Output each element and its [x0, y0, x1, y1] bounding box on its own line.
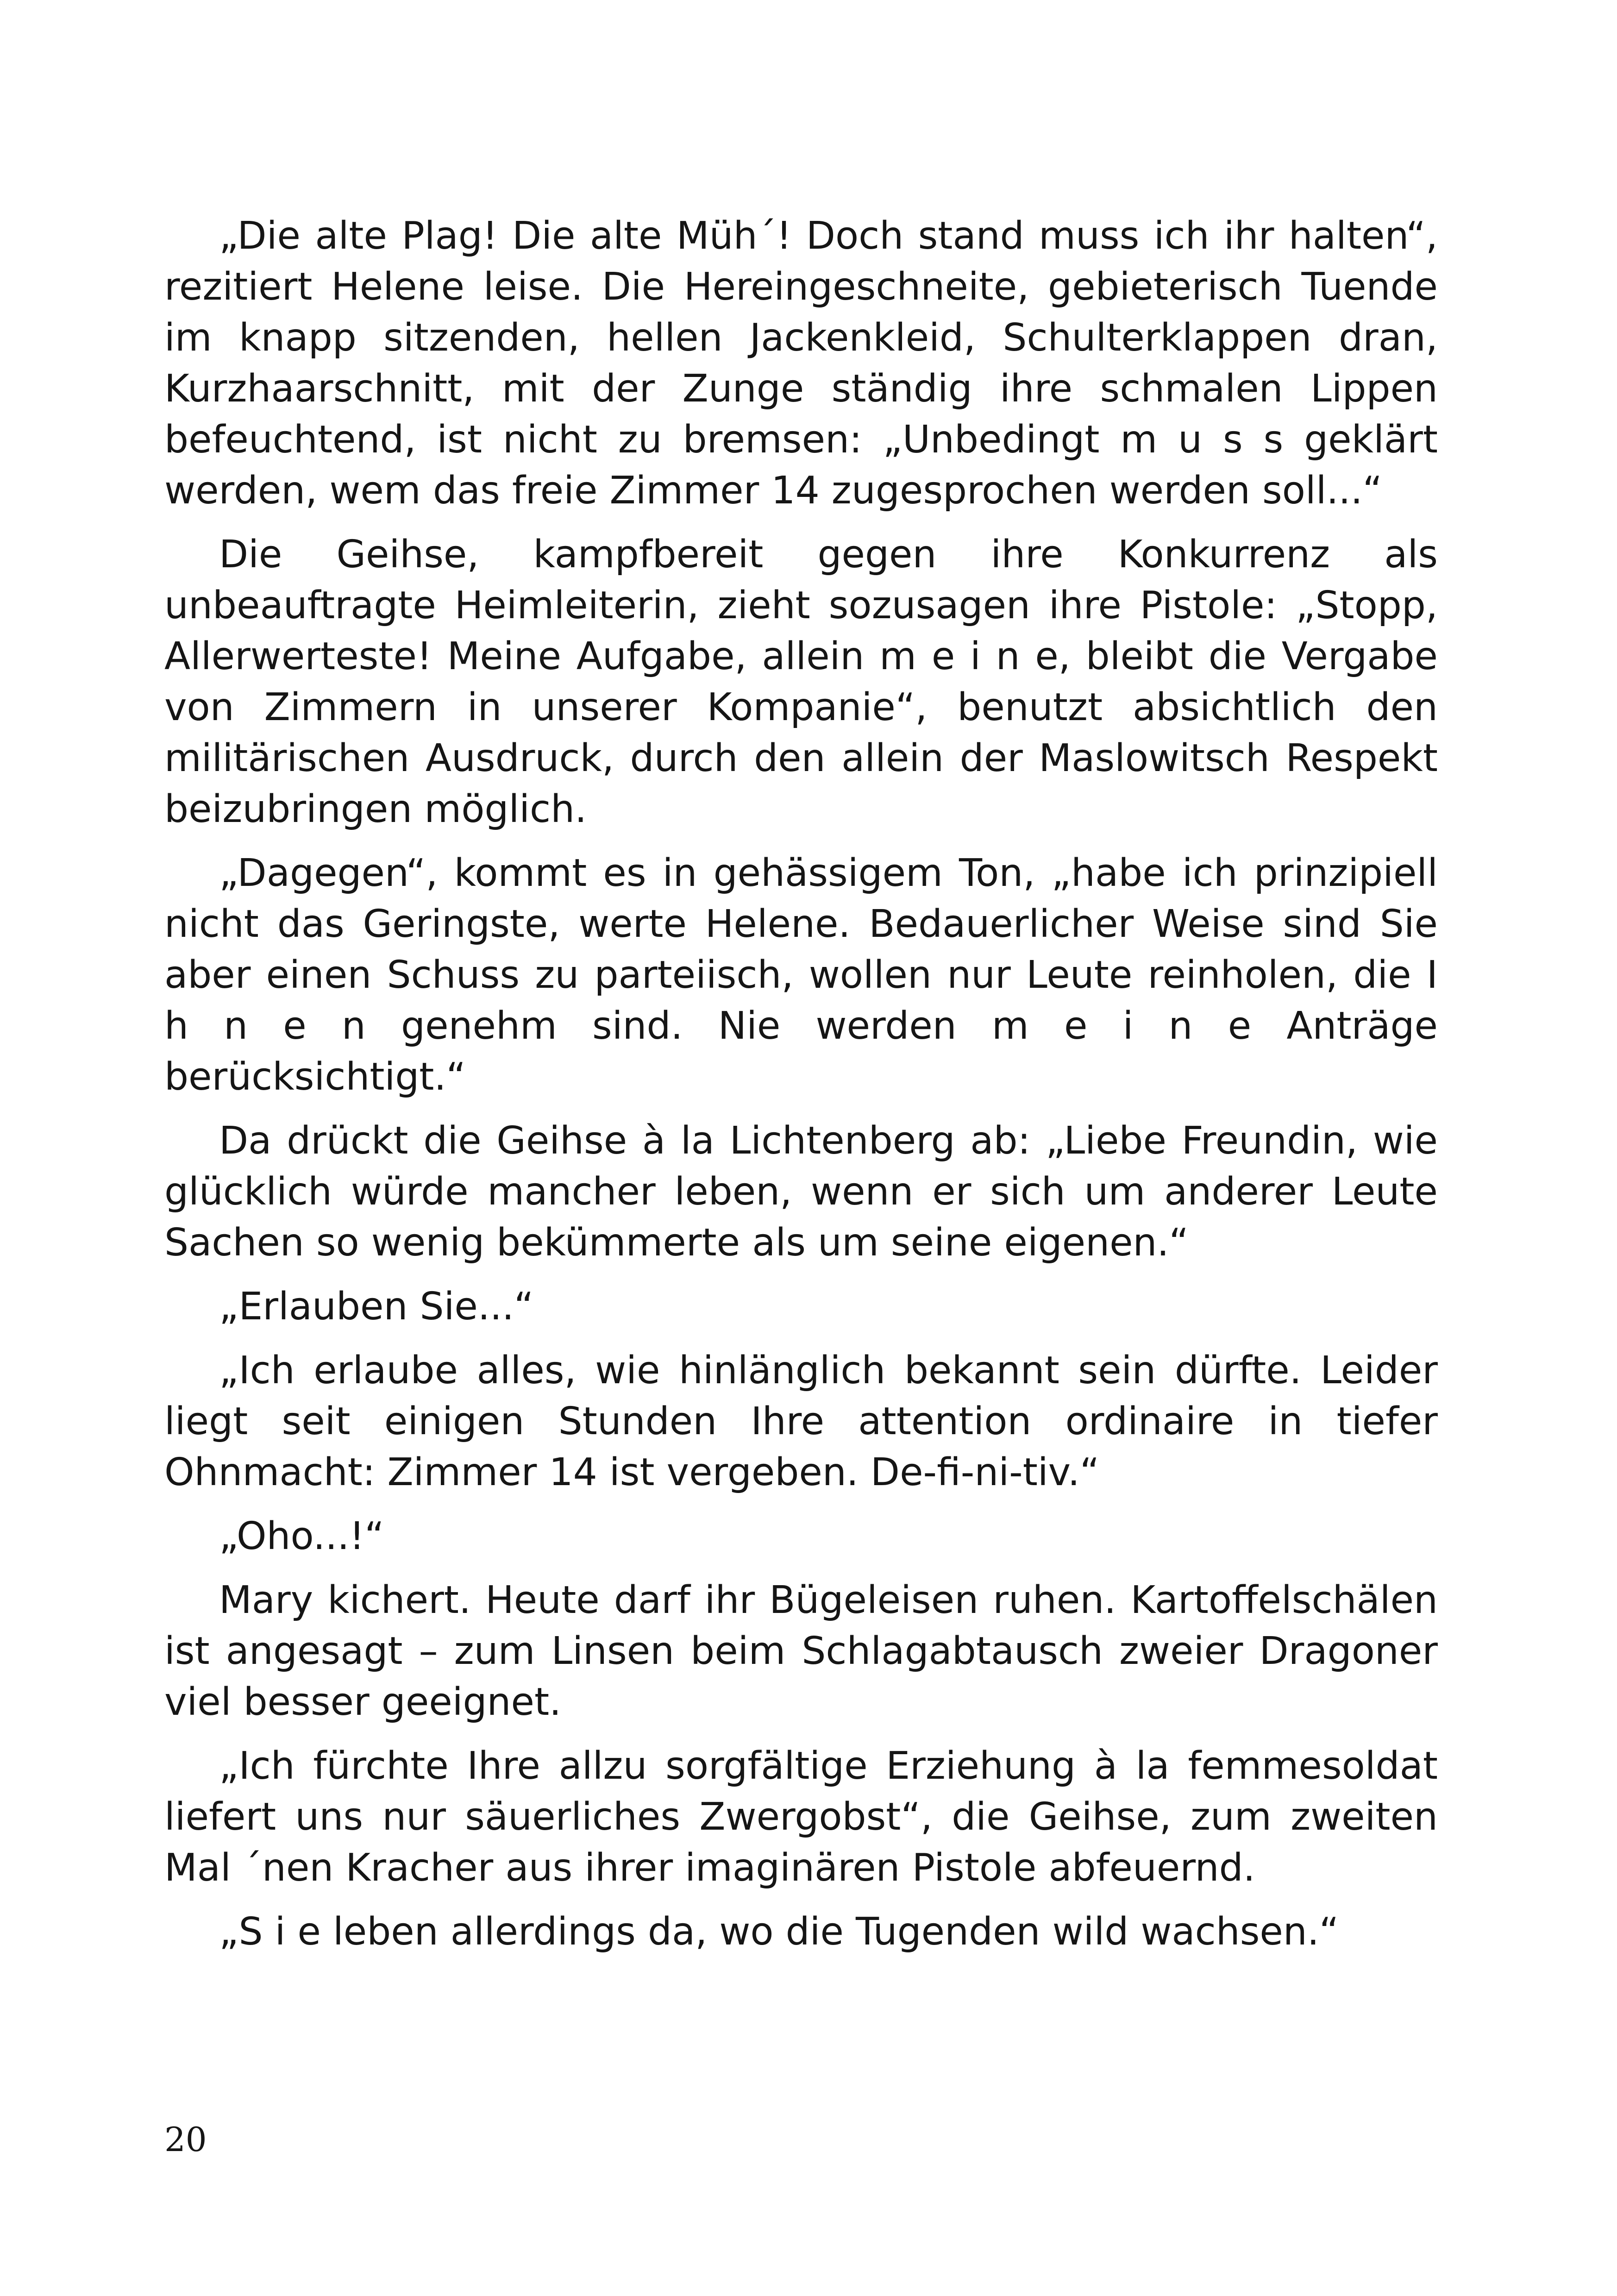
paragraph: Mary kichert. Heute darf ihr Bügeleisen ruhen. Kartoffelschälen ist angesagt – zum Linsen beim Schlagabtausch zweier Dragoner viel besser geeignet.: [164, 1578, 1438, 1724]
page-number: 20: [164, 2120, 207, 2159]
paragraph: „Ich fürchte Ihre allzu sorgfältige Erziehung à la femmesoldat liefert uns nur säuerliches Zwergobst“, die Geihse, zum zweiten Mal ´nen Kracher aus ihrer imaginären Pistole abfeuernd.: [164, 1744, 1438, 1890]
paragraph: Da drückt die Geihse à la Lichtenberg ab: „Liebe Freundin, wie glücklich würde mancher leben, wenn er sich um anderer Leute Sachen so wenig bekümmerte als um seine eigenen.“: [164, 1119, 1438, 1265]
paragraph: „Oho...!“: [219, 1514, 384, 1558]
paragraph: „S i e leben allerdings da, wo die Tugenden wild wachsen.“: [219, 1910, 1339, 1954]
paragraph: „Ich erlaube alles, wie hinlänglich bekannt sein dürfte. Leider liegt seit einigen Stunden Ihre attention ordinaire in tiefer Ohnmacht: Zimmer 14 ist vergeben. De-fi-ni-tiv.“: [164, 1349, 1438, 1494]
paragraph: „Erlauben Sie...“: [219, 1285, 534, 1329]
paragraph: „Die alte Plag! Die alte Müh´! Doch stand muss ich ihr halten“, rezitiert Helene leise. Die Hereingeschneite, gebieterisch Tuende im knapp sitzenden, hellen Jackenkleid, Schulterklappen dran, Kurzhaarschnitt, mit der Zunge ständig ihre schmalen Lippen befeuchtend, ist nicht zu bremsen: „Unbedingt m u s s geklärt werden, wem das freie Zimmer 14 zugesprochen werden soll...“: [164, 214, 1438, 513]
body-text: [164, 211, 1438, 1970]
paragraph: „Dagegen“, kommt es in gehässigem Ton, „habe ich prinzipiell nicht das Geringste, werte Helene. Bedauerlicher Weise sind Sie aber einen Schuss zu parteiisch, wollen nur Leute reinholen, die I h n e n genehm sind. Nie werden m e i n e Anträge berücksichtigt.“: [164, 851, 1438, 1099]
paragraph: Die Geihse, kampfbereit gegen ihre Konkurrenz als unbeauftragte Heimleiterin, zieht sozusagen ihre Pistole: „Stopp, Allerwerteste! Meine Aufgabe, allein m e i n e, bleibt die Vergabe von Zimmern in unserer Kompanie“, benutzt absichtlich den militärischen Ausdruck, durch den allein der Maslowitsch Respekt beizubringen möglich.: [164, 533, 1438, 831]
